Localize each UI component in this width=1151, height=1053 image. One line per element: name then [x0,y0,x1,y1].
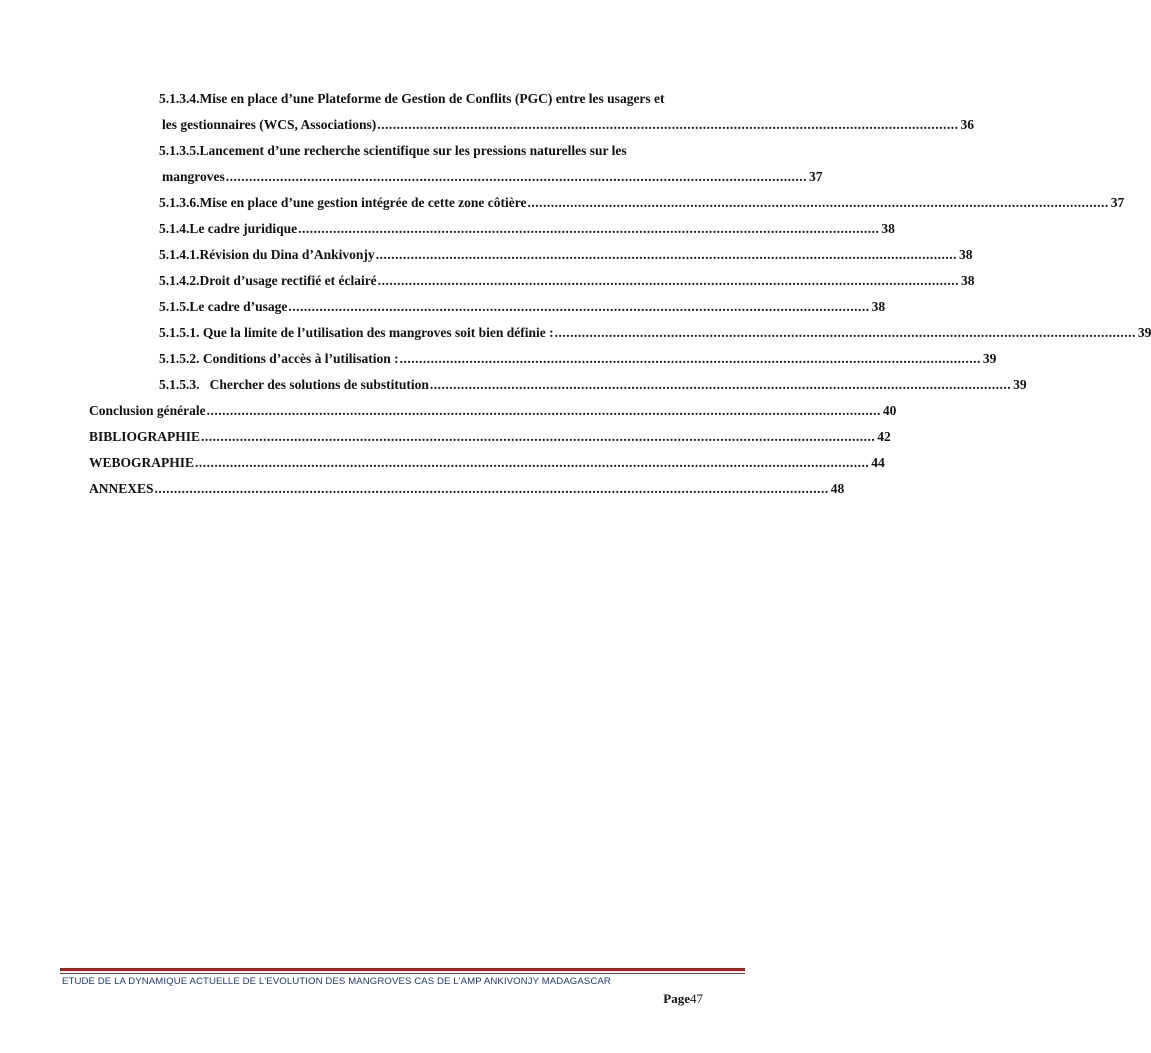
toc-entry-5-1-5-1[interactable] [159,325,1151,341]
leader-dots: ...................................................................................................................................................... [288,299,870,314]
toc-entry-text: 5.1.3.6.Mise en place d’une gestion intégrée de cette zone côtière [159,195,527,210]
toc-entry-5-1-3-6[interactable] [159,195,1125,211]
toc-entry-5-1-5[interactable] [159,299,886,315]
toc-entry-page: 38 [881,221,895,236]
toc-entry-page: 42 [877,429,891,444]
toc-entry-text: les gestionnaires (WCS, Associations) [162,117,377,132]
toc-entry-text: 5.1.5.3. Chercher des solutions de substitution [159,377,429,392]
leader-dots: .............................................................................................................................................................................. [206,403,881,418]
toc-entry-5-1-4-1[interactable] [159,247,973,263]
toc-entry-text: Conclusion générale [89,403,206,418]
toc-entry-text: 5.1.4.1.Révision du Dina d’Ankivonjy [159,247,375,262]
toc-entry-text: 5.1.5.2. Conditions d’accès à l’utilisation : [159,351,399,366]
toc-entry-bibliographie[interactable] [89,429,891,445]
toc-entry-conclusion[interactable] [89,403,897,419]
page-label: Page [663,991,690,1006]
toc-line-5-1-3-4: 5.1.3.4.Mise en place d’une Plateforme de Gestion de Conflits (PGC) entre les usagers et [159,91,665,106]
leader-dots: ...................................................................................................................................................... [554,325,1136,340]
leader-dots: ...................................................................................................................................................... [298,221,880,236]
toc-entry-page: 39 [1137,325,1151,340]
toc-entry-annexes[interactable] [89,481,845,497]
footer-rule-thick [60,968,745,971]
toc-entry-page: 37 [809,169,823,184]
leader-dots: ...................................................................................................................................................... [377,117,959,132]
toc-entry-text: 5.1.4.Le cadre juridique [159,221,298,236]
toc-entry-5-1-4-2[interactable] [159,273,975,289]
toc-entry-page: 39 [982,351,997,366]
page-number [663,991,703,1007]
leader-dots: ...................................................................................................................................................... [429,377,1012,392]
toc-entry-page: 38 [871,299,886,314]
leader-dots: ...................................................................................................................................................... [225,169,807,184]
toc-entry-5-1-4[interactable] [159,221,895,237]
footer-running-title: ETUDE DE LA DYNAMIQUE ACTUELLE DE L'EVOLUTION DES MANGROVES CAS DE L'AMP ANKIVONJY MADAGASCAR [62,976,611,987]
leader-dots: .............................................................................................................................................................................. [154,481,829,496]
leader-dots: .............................................................................................................................................................................. [201,429,876,444]
toc-entry-page: 37 [1110,195,1125,210]
leader-dots: .............................................................................................................................................................................. [195,455,870,470]
toc-entry-page: 38 [958,247,973,262]
toc-entry-page: 36 [960,117,975,132]
toc-entry-5-1-5-2[interactable] [159,351,997,367]
toc-entry-text: WEBOGRAPHIE [89,455,195,470]
toc-entry-text: 5.1.5.Le cadre d’usage [159,299,288,314]
toc-entry-webographie[interactable] [89,455,885,471]
leader-dots: ...................................................................................................................................................... [527,195,1109,210]
page-number-value: 47 [690,991,703,1006]
toc-entry-page: 44 [871,455,885,470]
toc-entry-page: 38 [960,273,975,288]
toc-entry-text: mangroves [162,169,225,184]
toc-entry-text: 5.1.4.2.Droit d’usage rectifié et éclairé [159,273,377,288]
toc-entry-text: 5.1.5.1. Que la limite de l’utilisation des mangroves soit bien définie : [159,325,554,340]
toc-entry-les-gestionnaires[interactable] [162,117,975,133]
toc-entry-page: 48 [830,481,845,496]
leader-dots: ...................................................................................................................................................... [399,351,981,366]
leader-dots: ...................................................................................................................................................... [375,247,957,262]
leader-dots: ...................................................................................................................................................... [377,273,959,288]
toc-entry-mangroves[interactable] [162,169,823,185]
toc-entry-page: 39 [1013,377,1027,392]
footer-rule-thin [60,973,745,974]
toc-entry-page: 40 [882,403,897,418]
toc-entry-5-1-3-5: 5.1.3.5.Lancement d’une recherche scientifique sur les pressions naturelles sur les [159,143,627,158]
toc-entry-text: BIBLIOGRAPHIE [89,429,201,444]
toc-entry-5-1-5-3[interactable] [159,377,1027,393]
toc-entry-text: ANNEXES [89,481,154,496]
